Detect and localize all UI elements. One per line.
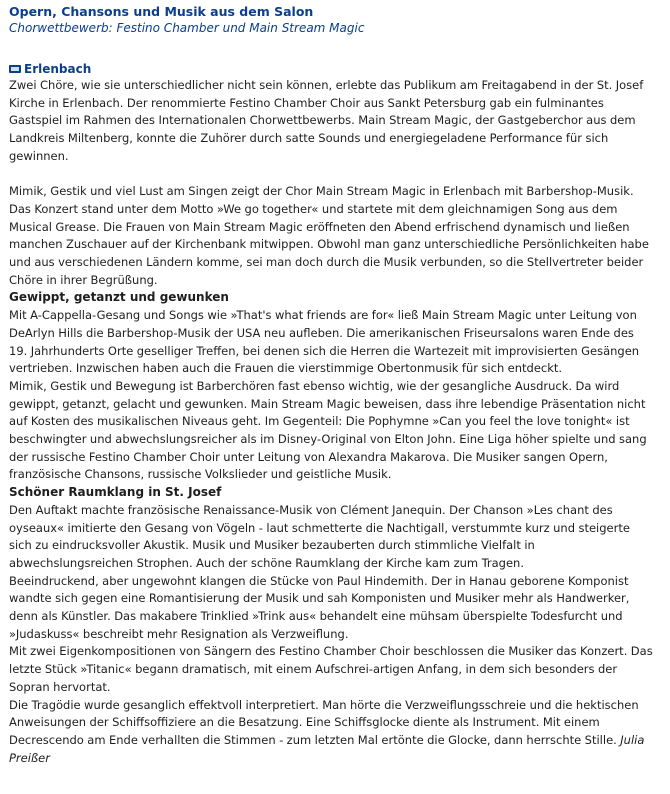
article-headline: Opern, Chansons und Musik aus dem Salon: [9, 4, 314, 19]
paragraph-8-text: Die Tragödie wurde gesanglich effektvoll interpretiert. Man hörte die Verzweiflungsschreie und die hektischen Anweisungen der Schiffsoffiziere an die Besatzung. Eine Schiffsglocke diente als Instrument. Mit einem Decrescendo am Ende verhallten die Stimmen - zum letzten Mal ertönte die Glocke, dann herrschte Stille.: [9, 697, 639, 747]
location-marker-icon: [9, 65, 21, 73]
section-title-2: Schöner Raumklang in St. Josef: [9, 485, 222, 500]
article-subhead: Chorwettbewerb: Festino Chamber und Main Stream Magic: [9, 21, 365, 35]
paragraph-8: [9, 697, 654, 768]
author-name: Julia Preißer: [9, 733, 645, 765]
location-line: [9, 61, 654, 77]
paragraph-6: Beeindruckend, aber ungewohnt klangen die Stücke von Paul Hindemith. Der in Hanau geborene Komponist wandte sich gegen eine Romantisierung der Musik und sah Komponisten und Musiker mehr als Handwerker, denn als Künstler. Das makabere Trinklied »Trink aus« behandelt eine mühsam überspielte Todesfurcht und »Judaskuss« beschreibt mehr Resignation als Verzweiflung.: [9, 573, 630, 641]
location-name: Erlenbach: [24, 62, 92, 76]
section-title-1: Gewippt, getanzt und gewunken: [9, 290, 229, 305]
paragraph-4: Mimik, Gestik und Bewegung ist Barberchören fast ebenso wichtig, wie der gesangliche Ausdruck. Da wird gewippt, getanzt, gelacht und gewunken. Main Stream Magic beweisen, dass ihre lebendige Präsentation nicht auf Kosten des musikalischen Niveaus geht. Im Gegenteil: Die Pophymne »Can you feel the love tonight« ist beschwingter und abwechslungsreicher als im Disney-Original von Elton John. Eine Liga höher spielte und sang der russische Festino Chamber Choir unter Leitung von Alexandra Makarova. Die Musiker sangen Opern, französische Chansons, russische Volkslieder und geistliche Musik.: [9, 378, 647, 482]
paragraph-intro: Zwei Chöre, wie sie unterschiedlicher nicht sein können, erlebte das Publikum am Freitagabend in der St. Josef Kirche in Erlenbach. Der renommierte Festino Chamber Choir aus Sankt Petersburg gab ein fulminantes Gastspiel im Rahmen des Internationalen Chorwettbewerbs. Main Stream Magic, der Gastgeberchor aus dem Landkreis Miltenberg, konnte die Zuhörer durch satte Sounds und energiegeladene Performance für sich gewinnen.: [9, 78, 644, 163]
paragraph-5: Den Auftakt machte französische Renaissance-Musik von Clément Janequin. Der Chanson »Les chant des oyseaux« imitierte den Gesang von Vögeln - laut schmetterte die Nachtigall, verstummte kurz und steigerte sich zu eindrucksvoller Akustik. Musik und Musiker bezauberten durch stimmliche Vielfalt in abwechslungsreichen Strophen. Auch der schöne Raumklang der Kirche kam zum Tragen.: [9, 502, 630, 570]
paragraph-2: Mimik, Gestik und viel Lust am Singen zeigt der Chor Main Stream Magic in Erlenbach mit Barbershop-Musik. Das Konzert stand unter dem Motto »We go together« und startete mit dem gleichnamigen Song aus dem Musical Grease. Die Frauen von Main Stream Magic eröffneten den Abend erfrischend dynamisch und ließen manchen Zuschauer auf der Kirchenbank mitwippen. Obwohl man ganz unterschiedliche Persönlichkeiten habe und aus verschiedenen Ländern komme, sei man doch durch die Musik verbunden, so die Stellvertreter beider Chöre in ihrer Begrüßung.: [9, 184, 649, 287]
paragraph-3: Mit A-Cappella-Gesang und Songs wie »That's what friends are for« ließ Main Stream Magic unter Leitung von DeArlyn Hills die Barbershop-Musik der USA neu aufleben. Die amerikanischen Friseursalons waren Ende des 19. Jahrhunderts Orte geselliger Treffen, bei denen sich die Herren die Wartezeit mit improvisierten Gesängen vertrieben. Inzwischen haben auch die Frauen die vierstimmige Obertonmusik für sich entdeckt.: [9, 308, 640, 376]
paragraph-7: Mit zwei Eigenkompositionen von Sängern des Festino Chamber Choir beschlossen die Musiker das Konzert. Das letzte Stück »Titanic« begann dramatisch, mit einem Aufschrei-artigen Anfang, in dem sich besonders der Sopran hervortat.: [9, 644, 653, 694]
paragraph-spacer: [9, 166, 654, 184]
